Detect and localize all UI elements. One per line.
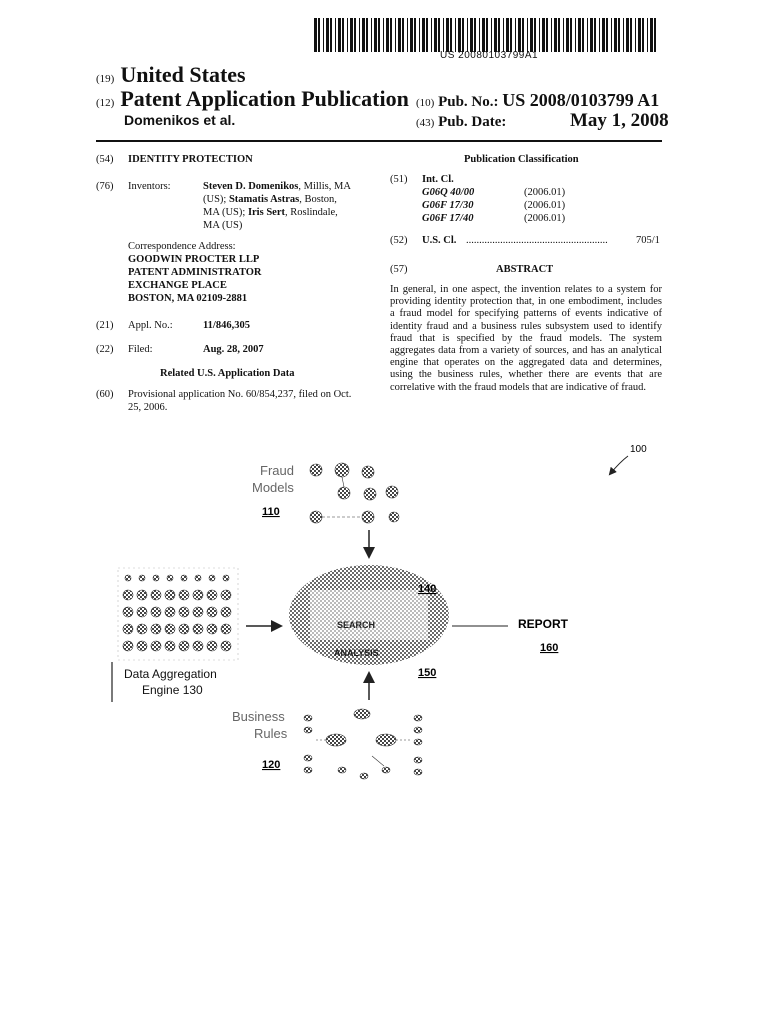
barcode-bar	[371, 18, 372, 52]
barcode-bar	[450, 18, 452, 52]
aggregation-dot	[123, 624, 133, 634]
barcode-bar	[587, 18, 588, 52]
barcode-bar	[506, 18, 509, 52]
inventors-list: Steven D. Domenikos, Millis, MA (US); Stamatis Astras, Boston, MA (US); Iris Sert, Roslindale, MA (US)	[203, 181, 351, 231]
business-label: Business	[232, 709, 285, 724]
barcode-bar	[390, 18, 392, 52]
pub-date-value: May 1, 2008	[570, 110, 669, 131]
aggregation-dot	[193, 607, 203, 617]
barcode-bar	[647, 18, 648, 52]
aggregation-dot	[165, 641, 175, 651]
barcode-bar	[575, 18, 576, 52]
correspondence-label: Correspondence Address:	[128, 241, 236, 252]
barcode-bar	[482, 18, 485, 52]
barcode-bar	[503, 18, 504, 52]
barcode-bar	[599, 18, 600, 52]
ref-arrow	[610, 456, 628, 474]
publication-type: (12) Patent Application Publication	[96, 86, 409, 111]
aggregation-dot	[193, 590, 203, 600]
barcode-bar	[347, 18, 348, 52]
abstract-heading: ABSTRACT	[496, 264, 554, 275]
aggregation-dot	[151, 624, 161, 634]
barcode-bar	[374, 18, 377, 52]
barcode-bar	[462, 18, 464, 52]
aggregation-dot	[207, 624, 217, 634]
related-heading: Related U.S. Application Data	[160, 368, 295, 379]
fraud-label: Models	[252, 480, 294, 495]
barcode-bar	[650, 18, 653, 52]
barcode-bar	[534, 18, 536, 52]
abstract-text: In general, in one aspect, the invention relates to a system for providing identity protection that, in one embodiment, includes a fraud model for specifying patterns of events indicative of identity fraud and a business rules subsystem used to identify fraud that is specified by the fraud models. The system aggregates data from a variety of sources, and has an analytical engine that operates on the aggregated data and determines, using the business rules, whether there are events that are correlative with the fraud models that are indicative of fraud.	[390, 284, 662, 393]
inventors-label: Inventors:	[128, 181, 171, 192]
aggregation-dot	[207, 590, 217, 600]
barcode-bar	[438, 18, 440, 52]
aggregation-dot	[179, 641, 189, 651]
barcode-bar	[354, 18, 356, 52]
aggregation-dot	[179, 624, 189, 634]
pub-date-label: (43) Pub. Date:	[416, 114, 507, 130]
barcode-bar	[638, 18, 641, 52]
fraud-ref: 110	[262, 506, 280, 518]
barcode-bar	[546, 18, 548, 52]
provisional-text: Provisional application No. 60/854,237, filed on Oct. 25, 2006.	[128, 389, 352, 413]
aggregation-dot	[193, 641, 203, 651]
barcode-bar	[410, 18, 413, 52]
report-label: REPORT	[518, 617, 569, 631]
barcode-bar	[455, 18, 456, 52]
engine-text: ANALYSIS	[334, 648, 379, 658]
intcl-code: (51)	[390, 174, 408, 185]
aggregation-dot	[165, 590, 175, 600]
barcode-bar	[338, 18, 341, 52]
barcode-bar	[470, 18, 473, 52]
aggregation-dot	[209, 575, 215, 581]
aggregation-dot	[123, 590, 133, 600]
classification-heading: Publication Classification	[464, 154, 579, 165]
barcode-bar	[458, 18, 461, 52]
aggregation-dot	[207, 641, 217, 651]
barcode-bar	[498, 18, 500, 52]
uscl-code: (52)	[390, 235, 408, 246]
header-rule	[96, 140, 662, 142]
barcode-bar	[594, 18, 596, 52]
abstract-code: (57)	[390, 264, 408, 275]
barcode-bar	[602, 18, 605, 52]
intcl-class: G06Q 40/00	[422, 187, 475, 198]
barcode-bar	[522, 18, 524, 52]
aggregation-label: Engine 130	[142, 683, 203, 697]
barcode-bar	[542, 18, 545, 52]
barcode-bar	[342, 18, 344, 52]
intcl-year: (2006.01)	[524, 200, 566, 211]
barcode-bar	[518, 18, 521, 52]
aggregation-dot	[151, 607, 161, 617]
barcode-bar	[623, 18, 624, 52]
barcode-bar	[551, 18, 552, 52]
filed-value: Aug. 28, 2007	[203, 344, 264, 355]
barcode-bar	[554, 18, 557, 52]
aggregation-dot	[207, 607, 217, 617]
engine-ref: 140	[418, 583, 437, 595]
intcl-class: G06F 17/40	[422, 213, 474, 224]
barcode-bar	[474, 18, 476, 52]
barcode-bar	[491, 18, 492, 52]
barcode-bar	[626, 18, 629, 52]
barcode-bar	[539, 18, 540, 52]
barcode-bar	[422, 18, 425, 52]
uscl-label: U.S. Cl.	[422, 235, 457, 246]
barcode-bar	[414, 18, 416, 52]
analytical-engine	[289, 565, 449, 665]
system-diagram	[0, 430, 770, 800]
uscl-value: 705/1	[636, 235, 660, 246]
barcode-bar	[330, 18, 332, 52]
aggregation-dot	[223, 575, 229, 581]
barcode-image	[314, 18, 662, 52]
aggregation-dot	[139, 575, 145, 581]
barcode-bar	[606, 18, 608, 52]
barcode-bar	[443, 18, 444, 52]
appl-value: 11/846,305	[203, 320, 250, 331]
provisional-code: (60)	[96, 389, 114, 400]
aggregation-dot	[137, 607, 147, 617]
aggregation-dot	[123, 607, 133, 617]
barcode-bar	[350, 18, 353, 52]
barcode-bar	[510, 18, 512, 52]
barcode-bar	[378, 18, 380, 52]
aggregation-dot	[165, 624, 175, 634]
aggregation-dot	[195, 575, 201, 581]
invention-title: IDENTITY PROTECTION	[128, 154, 253, 165]
fraud-label: Fraud	[260, 463, 294, 478]
filed-code: (22)	[96, 344, 114, 355]
aggregation-dot	[167, 575, 173, 581]
intcl-label: Int. Cl.	[422, 174, 454, 185]
barcode-bar	[582, 18, 584, 52]
business-ref: 120	[262, 759, 281, 771]
barcode-bar	[426, 18, 428, 52]
aggregation-dot	[193, 624, 203, 634]
barcode-bar	[563, 18, 564, 52]
barcode-bar	[590, 18, 593, 52]
filed-label: Filed:	[128, 344, 153, 355]
aggregation-dot	[181, 575, 187, 581]
aggregation-label: Data Aggregation	[124, 667, 217, 681]
barcode-bar	[407, 18, 408, 52]
business-label: Rules	[254, 726, 288, 741]
barcode-bar	[314, 18, 317, 52]
barcode-bar	[326, 18, 329, 52]
aggregation-dot	[123, 641, 133, 651]
barcode-bar	[618, 18, 620, 52]
authors: Domenikos et al.	[124, 112, 236, 128]
barcode-bar	[434, 18, 437, 52]
barcode-bar	[366, 18, 368, 52]
barcode-bar	[359, 18, 360, 52]
barcode-bar	[398, 18, 401, 52]
barcode-bar	[419, 18, 420, 52]
report-ref: 160	[540, 642, 559, 654]
barcode-bar	[362, 18, 365, 52]
barcode-bar	[383, 18, 384, 52]
barcode-bar	[479, 18, 480, 52]
aggregation-dot	[153, 575, 159, 581]
barcode-bar	[635, 18, 636, 52]
barcode-bar	[318, 18, 320, 52]
barcode-bar	[558, 18, 560, 52]
barcode-bar	[578, 18, 581, 52]
inventors-code: (76)	[96, 181, 114, 192]
barcode-bar	[446, 18, 449, 52]
barcode-bar	[611, 18, 612, 52]
intcl-year: (2006.01)	[524, 187, 566, 198]
title-code: (54)	[96, 154, 114, 165]
barcode-bar	[566, 18, 569, 52]
barcode-bar	[642, 18, 644, 52]
barcode-bar	[395, 18, 396, 52]
aggregation-dot	[137, 641, 147, 651]
barcode-bar	[323, 18, 324, 52]
barcode-bar	[494, 18, 497, 52]
barcode-bar	[402, 18, 404, 52]
aggregation-dot	[137, 624, 147, 634]
uscl-dots: ......................................................	[466, 235, 608, 246]
engine-ref2: 150	[418, 667, 437, 679]
aggregation-dot	[151, 590, 161, 600]
aggregation-dot	[165, 607, 175, 617]
correspondence-address: GOODWIN PROCTER LLP PATENT ADMINISTRATOR EXCHANGE PLACE BOSTON, MA 02109-2881	[128, 254, 262, 304]
aggregation-dot	[221, 624, 231, 634]
barcode-bar	[570, 18, 572, 52]
figure-ref-100: 100	[630, 444, 647, 455]
barcode-bar	[486, 18, 488, 52]
appl-label: Appl. No.:	[128, 320, 173, 331]
barcode-bar	[467, 18, 468, 52]
intcl-class: G06F 17/30	[422, 200, 474, 211]
pub-number: (10) Pub. No.: US 2008/0103799 A1	[416, 90, 660, 110]
intcl-year: (2006.01)	[524, 213, 566, 224]
barcode-bar	[530, 18, 533, 52]
business-rules-graph	[304, 709, 422, 779]
barcode-bar	[630, 18, 632, 52]
fraud-models-graph	[310, 463, 399, 523]
aggregation-dot	[137, 590, 147, 600]
country-heading: (19) United States	[96, 62, 246, 87]
engine-text: SEARCH	[337, 620, 376, 630]
barcode-bar	[386, 18, 389, 52]
data-aggregation-grid	[118, 568, 238, 660]
aggregation-dot	[221, 607, 231, 617]
aggregation-dot	[221, 641, 231, 651]
barcode-bar	[654, 18, 656, 52]
aggregation-dot	[151, 641, 161, 651]
aggregation-dot	[221, 590, 231, 600]
barcode-bar	[614, 18, 617, 52]
aggregation-dot	[125, 575, 131, 581]
aggregation-dot	[179, 607, 189, 617]
barcode-bar	[527, 18, 528, 52]
aggregation-dot	[179, 590, 189, 600]
barcode-bar	[431, 18, 432, 52]
barcode-bar	[335, 18, 336, 52]
appl-code: (21)	[96, 320, 114, 331]
barcode-number: US 20080103799A1	[440, 50, 539, 61]
barcode-bar	[515, 18, 516, 52]
